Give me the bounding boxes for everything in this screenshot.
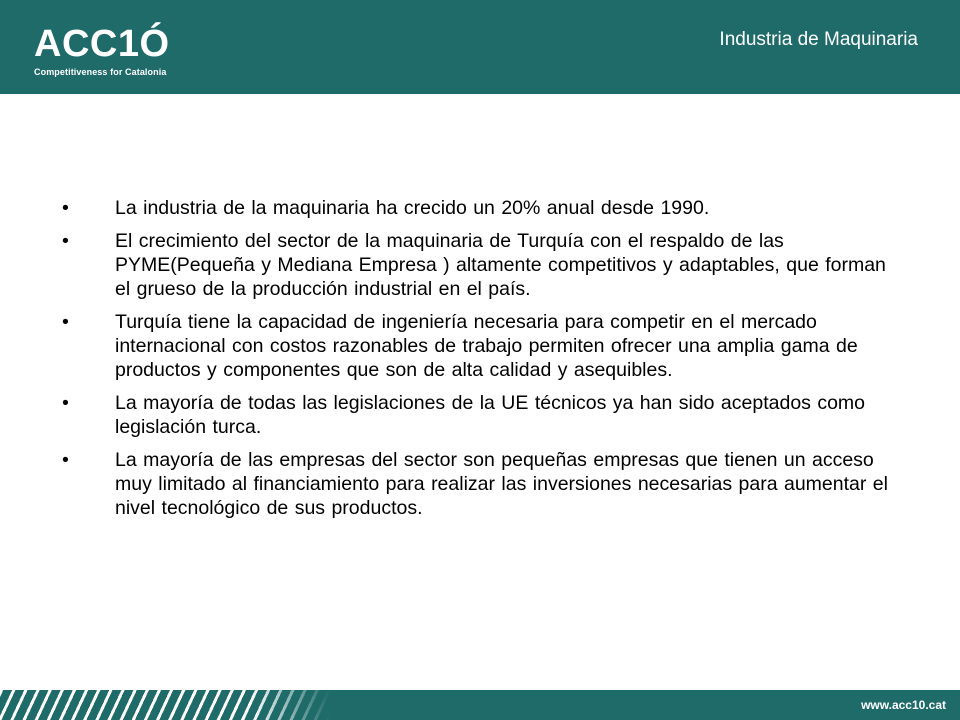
bullet-icon: • <box>62 449 69 471</box>
bullet-list <box>56 196 896 520</box>
acc10-logo <box>34 24 170 77</box>
bullet-item <box>56 448 896 520</box>
bullet-item <box>56 391 896 439</box>
logo-wordmark: ACC1Ó <box>34 23 170 65</box>
bullet-text: El crecimiento del sector de la maquinaria de Turquía con el respaldo de las PYME(Pequeña y Mediana Empresa ) altamente competitivos y adaptables, que forman el grueso de la producción industrial en el país. <box>115 230 886 300</box>
bullet-icon: • <box>62 392 69 414</box>
bullet-text: La mayoría de las empresas del sector son pequeñas empresas que tienen un acceso muy limitado al financiamiento para realizar las inversiones necesarias para aumentar el nivel tecnológico de sus productos. <box>115 449 888 519</box>
footer-stripe-fade <box>250 690 330 720</box>
bullet-text: La mayoría de todas las legislaciones de la UE técnicos ya han sido aceptados como legislación turca. <box>115 392 866 438</box>
bullet-item <box>56 196 896 220</box>
bullet-item <box>56 310 896 382</box>
slide-content <box>56 196 896 529</box>
slide-title: Industria de Maquinaria <box>719 29 918 50</box>
bullet-text: Turquía tiene la capacidad de ingeniería necesaria para competir en el mercado internacional con costos razonables de trabajo permiten ofrecer una amplia gama de productos y componentes que son de alta calidad y asequibles. <box>115 311 858 381</box>
bullet-icon: • <box>62 311 69 333</box>
bullet-text: La industria de la maquinaria ha crecido un 20% anual desde 1990. <box>115 197 710 219</box>
footer-url[interactable]: www.acc10.cat <box>861 698 946 712</box>
header-bar <box>0 0 960 94</box>
footer-bar <box>0 690 960 720</box>
logo-tagline: Competitiveness for Catalonia <box>34 67 167 77</box>
bullet-icon: • <box>62 197 69 219</box>
bullet-icon: • <box>62 230 69 252</box>
bullet-item <box>56 229 896 301</box>
